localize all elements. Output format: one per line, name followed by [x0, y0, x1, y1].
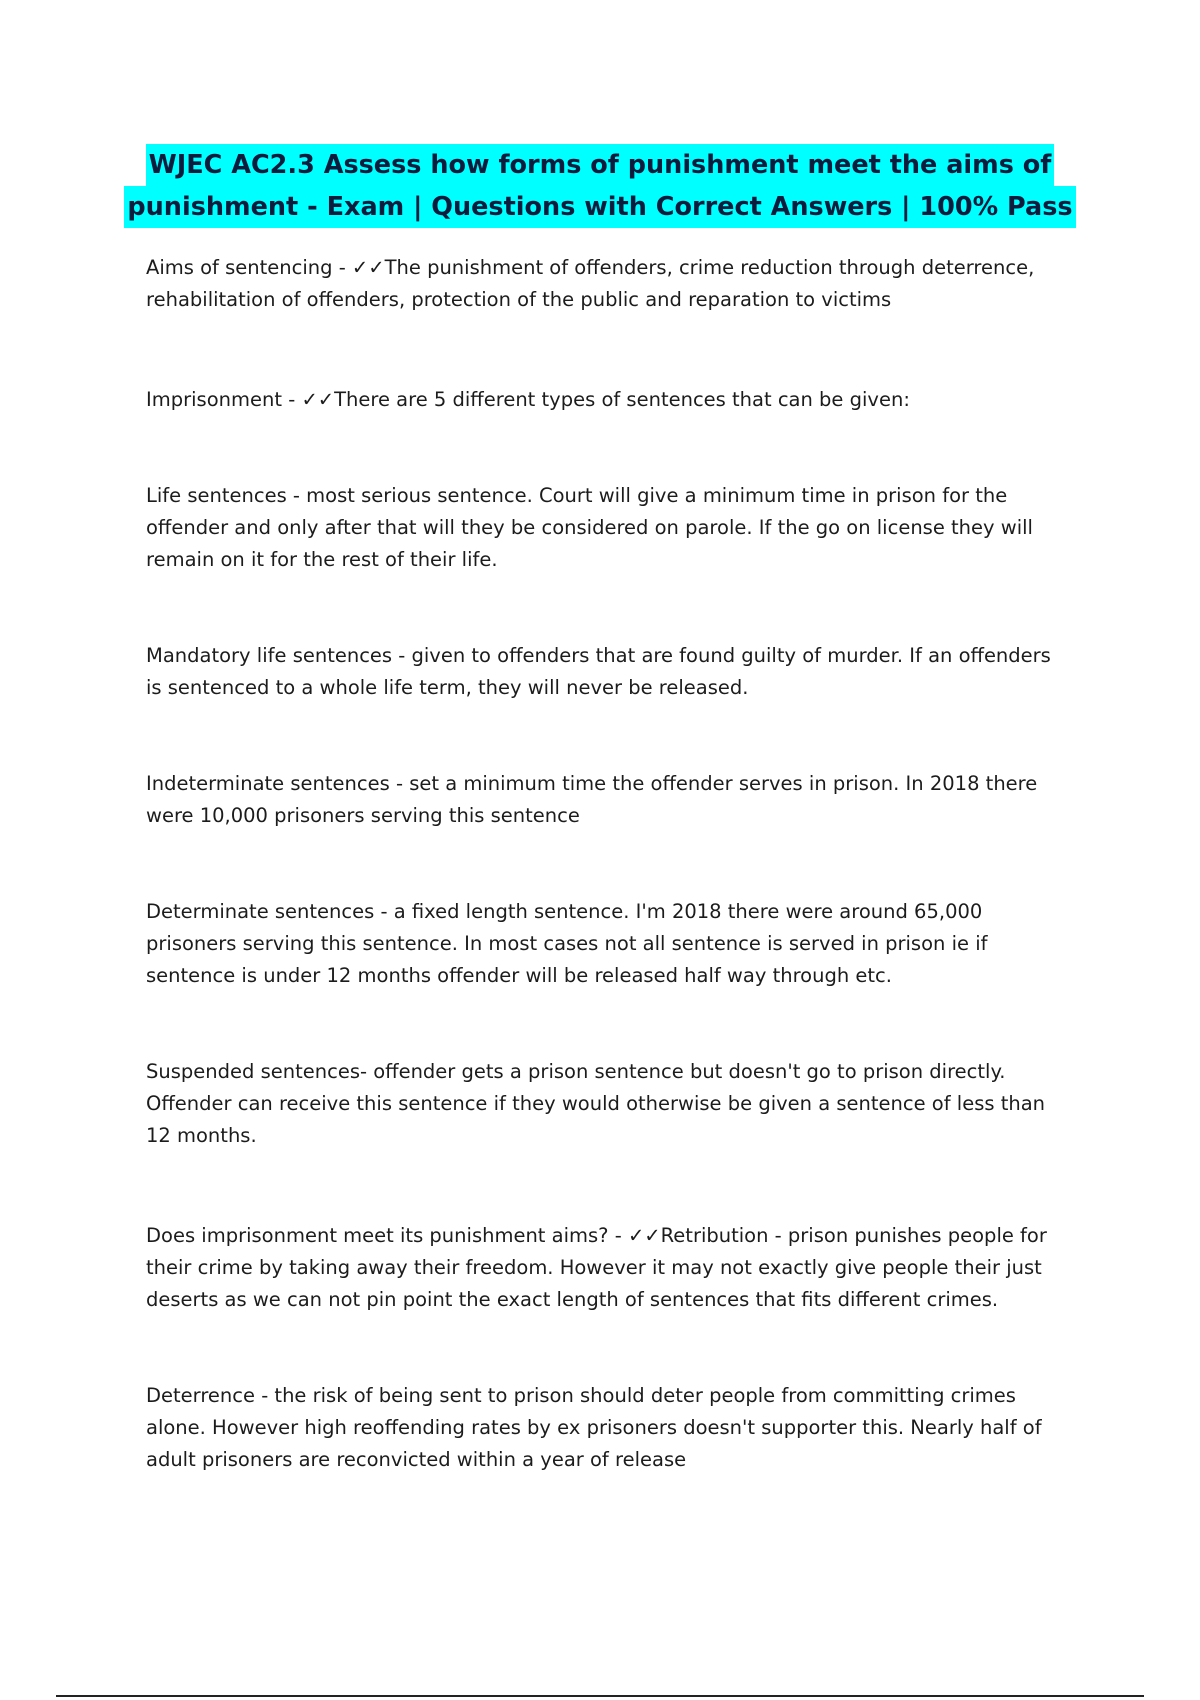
paragraph-aims-of-sentencing: Aims of sentencing - ✓✓The punishment of offenders, crime reduction through deterrence, rehabilitation of offenders, protection of the public and reparation to victims [146, 256, 1035, 311]
footer-divider [56, 1695, 1144, 1697]
paragraph-determinate-sentences: Determinate sentences - a fixed length sentence. I'm 2018 there were around 65,000 prisoners serving this sentence. In most cases not all sentence is served in prison ie if sentence is under 12 months offender will be released half way through etc. [146, 900, 988, 987]
title-line-2: punishment - Exam | Questions with Correct Answers | 100% Pass [124, 186, 1075, 228]
paragraph-indeterminate-sentences: Indeterminate sentences - set a minimum time the offender serves in prison. In 2018 there were 10,000 prisoners serving this sentence [146, 772, 1038, 827]
paragraph-imprisonment: Imprisonment - ✓✓There are 5 different types of sentences that can be given: [146, 388, 910, 411]
title-line-1: WJEC AC2.3 Assess how forms of punishment meet the aims of [146, 144, 1055, 186]
paragraph-imprisonment-aims: Does imprisonment meet its punishment aims? - ✓✓Retribution - prison punishes people for their crime by taking away their freedom. However it may not exactly give people their just deserts as we can not pin point the exact length of sentences that fits different crimes. [146, 1224, 1047, 1311]
paragraph-life-sentences: Life sentences - most serious sentence. Court will give a minimum time in prison for the offender and only after that will they be considered on parole. If the go on license they will remain on it for the rest of their life. [146, 484, 1033, 571]
document-title [100, 144, 1100, 228]
paragraph-deterrence: Deterrence - the risk of being sent to prison should deter people from committing crimes alone. However high reoffending rates by ex prisoners doesn't supporter this. Nearly half of adult prisoners are reconvicted within a year of release [146, 1384, 1042, 1471]
paragraph-mandatory-life-sentences: Mandatory life sentences - given to offenders that are found guilty of murder. If an offenders is sentenced to a whole life term, they will never be released. [146, 644, 1051, 699]
paragraph-suspended-sentences: Suspended sentences- offender gets a prison sentence but doesn't go to prison directly. Offender can receive this sentence if they would otherwise be given a sentence of less than 12 months. [146, 1060, 1046, 1147]
